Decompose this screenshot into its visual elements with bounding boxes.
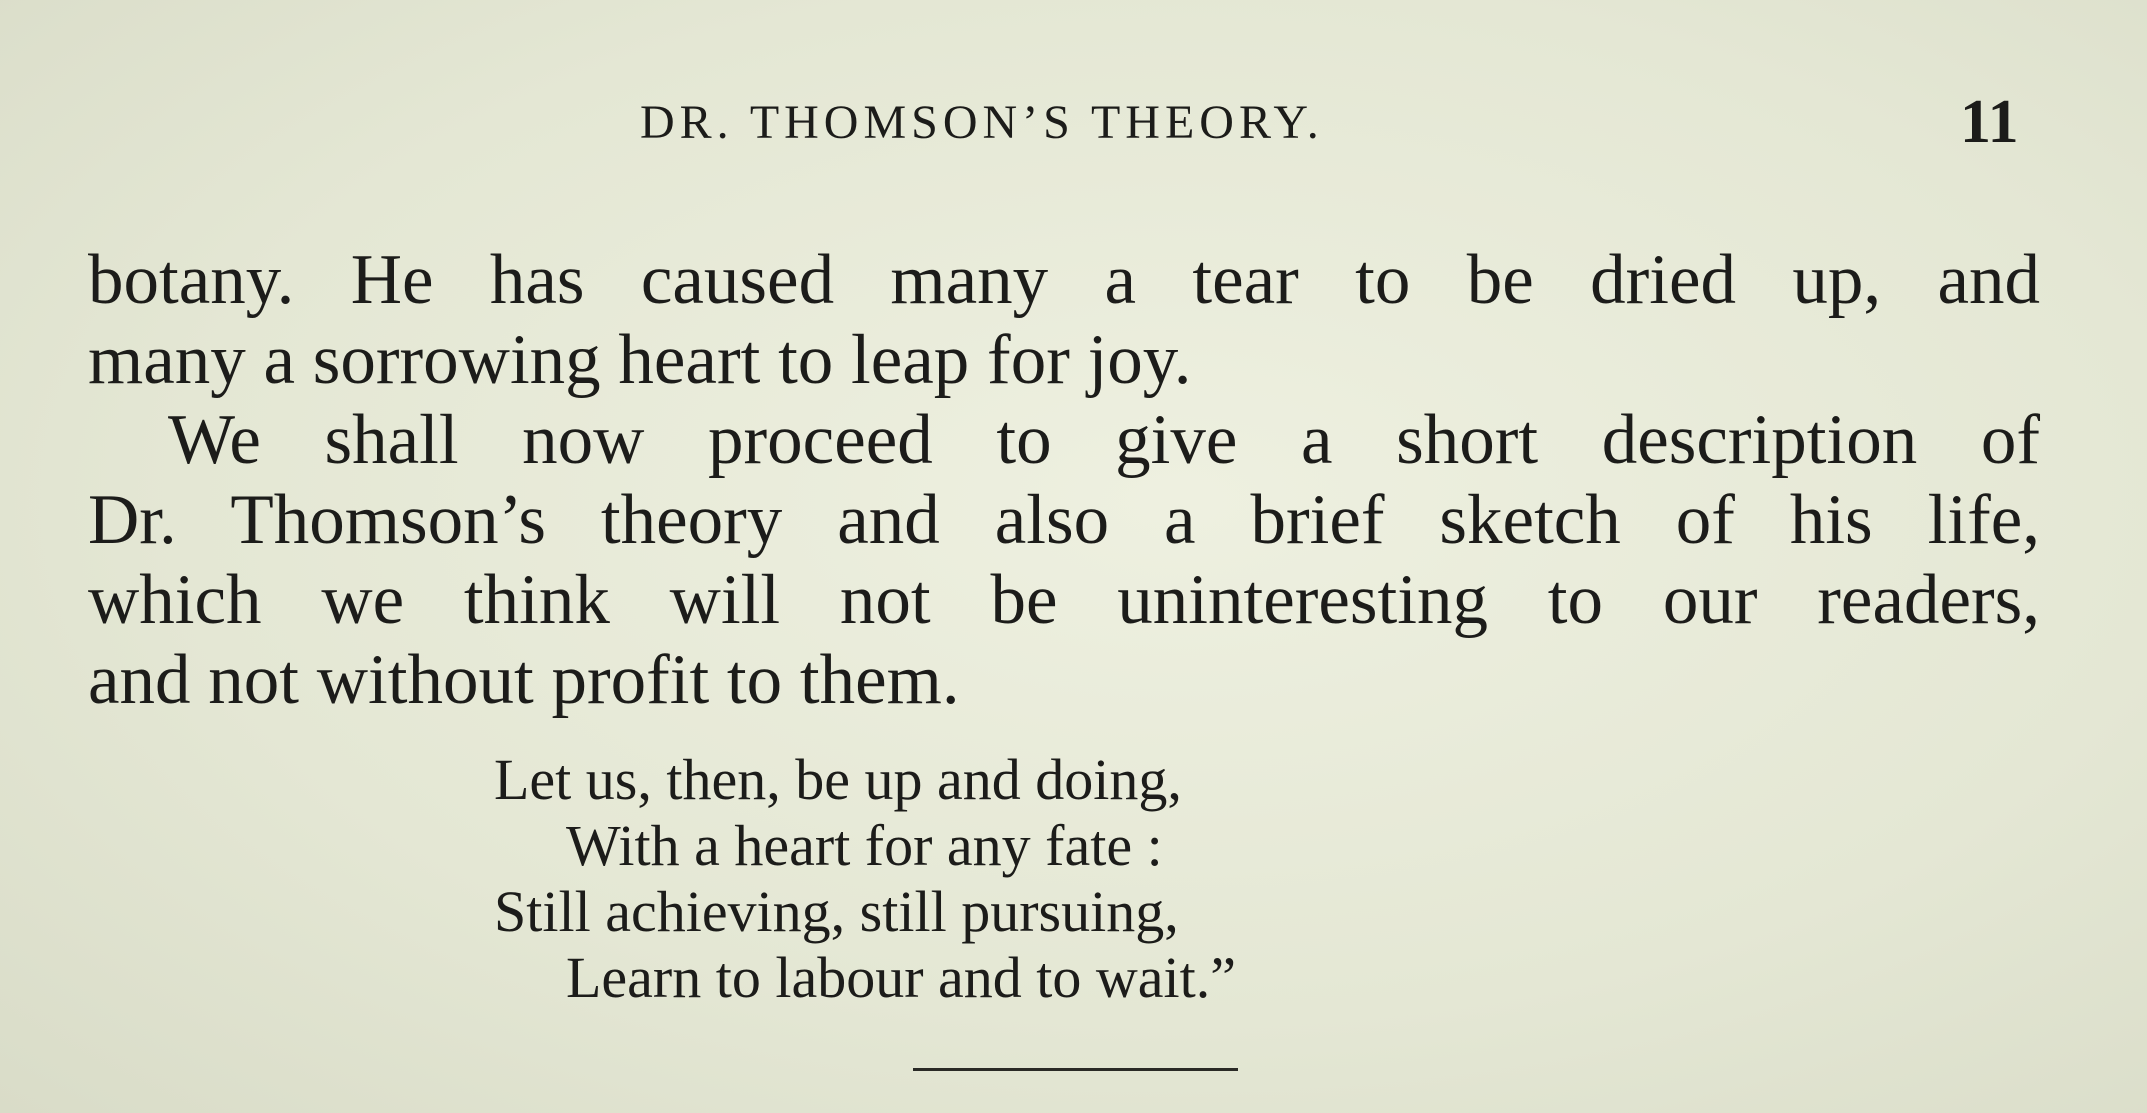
text-line: which we think will not be uninteresting to our readers, [88,561,2040,639]
running-head [0,88,2147,165]
text-line: and not without profit to them. [88,641,960,719]
page-number: 11 [1960,88,2019,156]
poem-quote [494,747,1236,1011]
section-divider-rule [913,1068,1238,1071]
text-line: Dr. Thomson’s theory and also a brief sketch of his life, [88,481,2040,559]
text-line: botany. He has caused many a tear to be dried up, and [88,241,2040,319]
text-line: We shall now proceed to give a short description of [168,401,2040,479]
poem-line: Still achieving, still pursuing, [494,879,1179,944]
poem-line: With a heart for any fate : [566,813,1163,878]
running-title: DR. THOMSON’S THEORY. [640,96,1324,149]
body-text [88,240,2040,720]
text-line: many a sorrowing heart to leap for joy. [88,321,1192,399]
poem-line: Let us, then, be up and doing, [494,747,1182,812]
poem-line: Learn to labour and to wait.” [566,945,1236,1010]
